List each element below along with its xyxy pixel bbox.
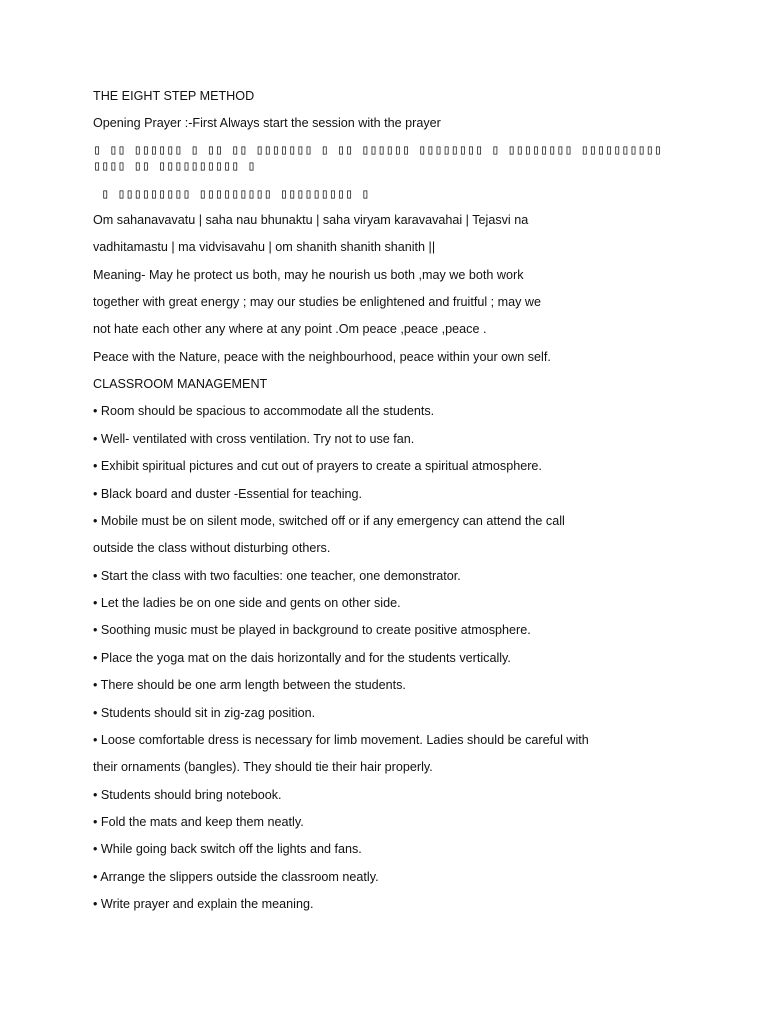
list-item: • Let the ladies be on one side and gents on other side. — [93, 596, 401, 610]
list-item-continuation: their ornaments (bangles). They should tie their hair properly. — [93, 760, 433, 774]
section-heading: CLASSROOM MANAGEMENT — [93, 377, 268, 391]
list-item: • Write prayer and explain the meaning. — [93, 897, 314, 911]
sanskrit-prayer-line-1: ▯ ▯▯ ▯▯▯▯▯▯ ▯ ▯▯ ▯▯ ▯▯▯▯▯▯▯ ▯ ▯▯ ▯▯▯▯▯▯ ▯▯▯▯▯▯▯▯ ▯ ▯▯▯▯▯▯▯▯ ▯▯▯▯▯▯▯▯▯▯▯▯▯▯ ▯▯ ▯▯▯▯▯▯▯▯▯▯ ▯ — [93, 142, 662, 174]
list-item: • Well- ventilated with cross ventilation. Try not to use fan. — [93, 432, 415, 446]
list-item: • Room should be spacious to accommodate all the students. — [93, 404, 435, 418]
list-item: • Place the yoga mat on the dais horizontally and for the students vertically. — [93, 651, 511, 665]
list-item: • Students should bring notebook. — [93, 788, 282, 802]
list-item: • Fold the mats and keep them neatly. — [93, 815, 304, 829]
transliteration-line-1: Om sahanavavatu | saha nau bhunaktu | saha viryam karavavahai | Tejasvi na — [93, 213, 529, 227]
transliteration-line-2: vadhitamastu | ma vidvisavahu | om shanith shanith shanith || — [93, 240, 436, 254]
list-item: • Arrange the slippers outside the classroom neatly. — [93, 870, 379, 884]
list-item: • Exhibit spiritual pictures and cut out of prayers to create a spiritual atmosphere. — [93, 459, 542, 473]
list-item: • Start the class with two faculties: one teacher, one demonstrator. — [93, 569, 461, 583]
list-item: • There should be one arm length between the students. — [93, 678, 406, 692]
document-heading: THE EIGHT STEP METHOD — [93, 89, 255, 103]
meaning-line-2: together with great energy ; may our studies be enlightened and fruitful ; may we — [93, 295, 542, 309]
peace-line: Peace with the Nature, peace with the neighbourhood, peace within your own self. — [93, 350, 551, 364]
list-item: • Mobile must be on silent mode, switched off or if any emergency can attend the call — [93, 514, 565, 528]
list-item: • Soothing music must be played in background to create positive atmosphere. — [93, 623, 531, 637]
meaning-line-1: Meaning- May he protect us both, may he nourish us both ,may we both work — [93, 268, 524, 282]
meaning-line-3: not hate each other any where at any point .Om peace ,peace ,peace . — [93, 322, 487, 336]
list-item: • While going back switch off the lights and fans. — [93, 842, 362, 856]
sanskrit-prayer-line-2: ▯ ▯▯▯▯▯▯▯▯▯ ▯▯▯▯▯▯▯▯▯ ▯▯▯▯▯▯▯▯▯ ▯ — [93, 186, 370, 202]
opening-prayer-intro: Opening Prayer :-First Always start the session with the prayer — [93, 116, 441, 130]
list-item: • Loose comfortable dress is necessary for limb movement. Ladies should be careful with — [93, 733, 589, 747]
list-item: • Black board and duster -Essential for teaching. — [93, 487, 363, 501]
list-item: • Students should sit in zig-zag position. — [93, 706, 316, 720]
list-item-continuation: outside the class without disturbing others. — [93, 541, 331, 555]
